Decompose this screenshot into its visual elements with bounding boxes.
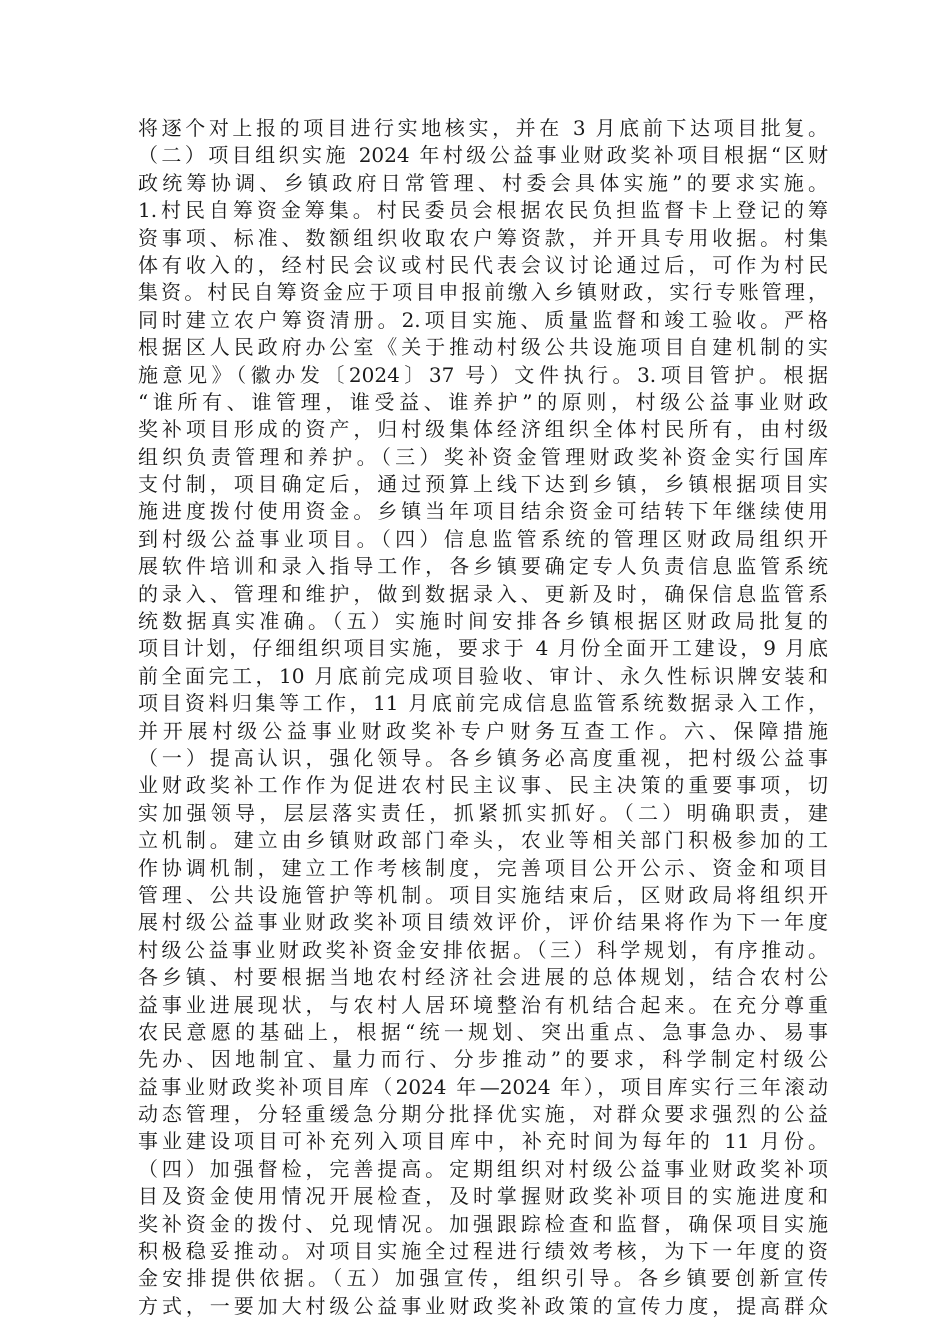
text-line: 施意见》（徽办发〔2024〕37 号）文件执行。3.项目管护。根据 (138, 362, 828, 387)
text-line: 目及资金使用情况开展检查，及时掌握财政奖补项目的实施进度和 (138, 1184, 828, 1209)
text-line: 展村级公益事业财政奖补项目绩效评价，评价结果将作为下一年度 (138, 910, 828, 935)
text-line: 各乡镇、村要根据当地农村经济社会进展的总体规划，结合农村公 (138, 965, 828, 990)
text-line: 1.村民自筹资金筹集。村民委员会根据农民负担监督卡上登记的筹 (138, 198, 828, 223)
text-line: 项目资料归集等工作，11 月底前完成信息监管系统数据录入工作， (138, 691, 828, 716)
text-line: 村级公益事业财政奖补资金安排依据。（三）科学规划，有序推动。 (138, 937, 828, 962)
text-line: 将逐个对上报的项目进行实地核实，并在 3 月底前下达项目批复。 (138, 116, 828, 140)
text-line: 金安排提供依据。（五）加强宣传，组织引导。各乡镇要创新宣传 (138, 1266, 828, 1291)
text-line: 前全面完工，10 月底前完成项目验收、审计、永久性标识牌安装和 (138, 663, 828, 688)
text-line: 集资。村民自筹资金应于项目申报前缴入乡镇财政，实行专账管理， (138, 280, 828, 305)
text-line: 同时建立农户筹资清册。2.项目实施、质量监督和竣工验收。严格 (138, 307, 828, 332)
text-line: 统数据真实准确。（五）实施时间安排各乡镇根据区财政局批复的 (138, 609, 828, 634)
text-line: （二）项目组织实施 2024 年村级公益事业财政奖补项目根据“区财 (138, 143, 828, 168)
text-line: 展软件培训和录入指导工作，各乡镇要确定专人负责信息监管系统 (138, 554, 828, 579)
text-line: “谁所有、谁管理，谁受益、谁养护”的原则，村级公益事业财政 (138, 389, 828, 414)
text-line: 体有收入的，经村民会议或村民代表会议讨论通过后，可作为村民 (138, 252, 828, 277)
text-line: 农民意愿的基础上，根据“统一规划、突出重点、急事急办、易事 (138, 1019, 828, 1044)
text-line: 并开展村级公益事业财政奖补专户财务互查工作。六、保障措施 (138, 718, 828, 743)
text-line: 积极稳妥推动。对项目实施全过程进行绩效考核，为下一年度的资 (138, 1239, 828, 1264)
text-line: 组织负责管理和养护。（三）奖补资金管理财政奖补资金实行国库 (138, 444, 828, 469)
text-line: 根据区人民政府办公室《关于推动村级公共设施项目自建机制的实 (138, 335, 828, 360)
text-line: 业财政奖补工作作为促进农村民主议事、民主决策的重要事项，切 (138, 773, 828, 798)
text-line: 动态管理，分轻重缓急分期分批择优实施，对群众要求强烈的公益 (138, 1102, 828, 1127)
text-line: 益事业财政奖补项目库（2024 年—2024 年），项目库实行三年滚动 (138, 1074, 828, 1099)
text-line: 实加强领导，层层落实责任，抓紧抓实抓好。（二）明确职责，建 (138, 800, 828, 825)
body-text (138, 115, 828, 1320)
text-line: 资事项、标准、数额组织收取农户筹资款，并开具专用收据。村集 (138, 225, 828, 250)
text-line: 立机制。建立由乡镇财政部门牵头，农业等相关部门积极参加的工 (138, 828, 828, 853)
text-line: 到村级公益事业项目。（四）信息监管系统的管理区财政局组织开 (138, 526, 828, 551)
text-line: 政统筹协调、乡镇政府日常管理、村委会具体实施”的要求实施。 (138, 170, 828, 195)
text-line: 方式，一要加大村级公益事业财政奖补政策的宣传力度，提高群众 (138, 1293, 828, 1318)
text-line: 施进度拨付使用资金。乡镇当年项目结余资金可结转下年继续使用 (138, 499, 828, 524)
text-line: 奖补资金的拨付、兑现情况。加强跟踪检查和监督，确保项目实施 (138, 1211, 828, 1236)
text-line: 管理、公共设施管护等机制。项目实施结束后，区财政局将组织开 (138, 882, 828, 907)
text-line: 奖补项目形成的资产，归村级集体经济组织全体村民所有，由村级 (138, 417, 828, 442)
text-line: 的录入、管理和维护，做到数据录入、更新及时，确保信息监管系 (138, 581, 828, 606)
text-line: 支付制，项目确定后，通过预算上线下达到乡镇，乡镇根据项目实 (138, 472, 828, 497)
text-line: 益事业进展现状，与农村人居环境整治有机结合起来。在充分尊重 (138, 992, 828, 1017)
text-line: 项目计划，仔细组织项目实施，要求于 4 月份全面开工建设，9 月底 (138, 636, 828, 661)
text-line: 先办、因地制宜、量力而行、分步推动”的要求，科学制定村级公 (138, 1047, 828, 1072)
text-line: （一）提高认识，强化领导。各乡镇务必高度重视，把村级公益事 (138, 745, 828, 770)
text-line: （四）加强督检，完善提高。定期组织对村级公益事业财政奖补项 (138, 1156, 828, 1181)
text-line: 作协调机制，建立工作考核制度，完善项目公开公示、资金和项目 (138, 855, 828, 880)
text-line: 事业建设项目可补充列入项目库中，补充时间为每年的 11 月份。 (138, 1129, 828, 1154)
